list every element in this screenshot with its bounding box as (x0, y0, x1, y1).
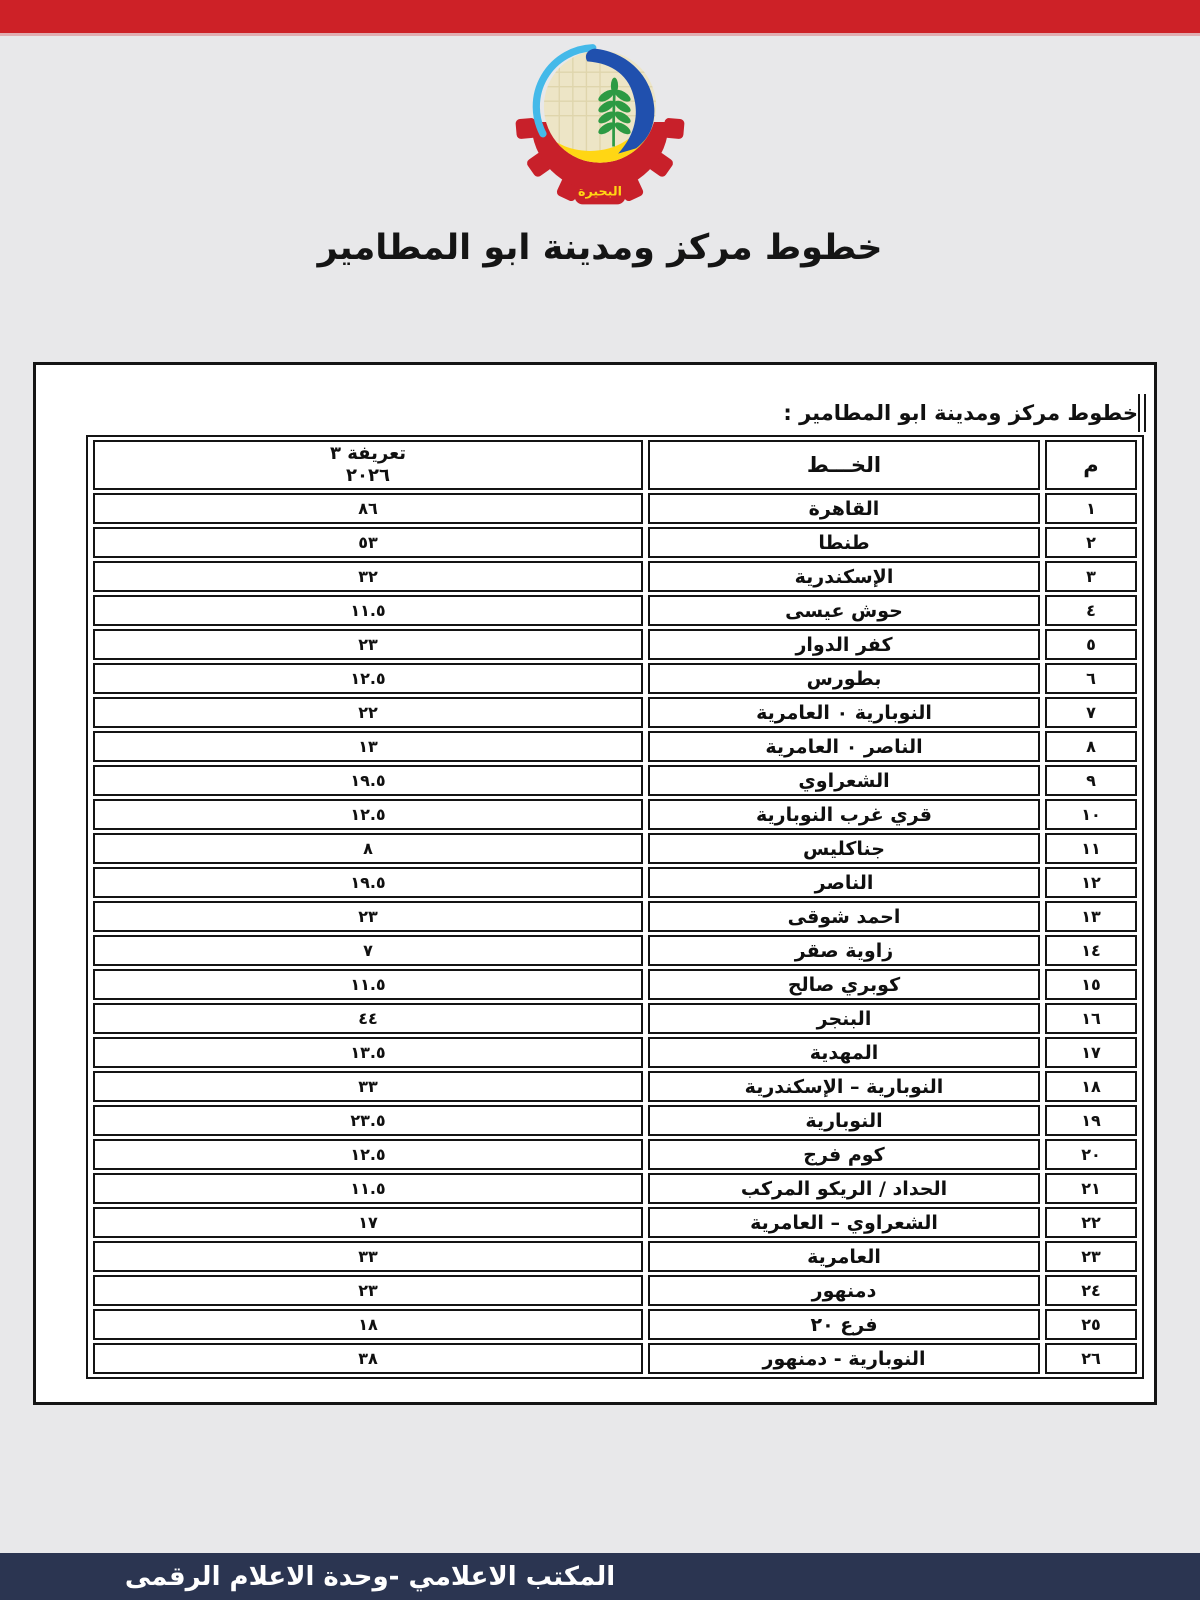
line-name-cell: الناصر (648, 867, 1040, 898)
fare-value-cell: ١٨ (93, 1309, 643, 1340)
fare-value-cell: ٣٢ (93, 561, 643, 592)
fare-value-cell: ١٩.٥ (93, 765, 643, 796)
fare-value-cell: ١٢.٥ (93, 1139, 643, 1170)
line-name-cell: القاهرة (648, 493, 1040, 524)
row-number-cell: ٧ (1045, 697, 1137, 728)
table-row (93, 1071, 1137, 1102)
fare-value-cell: ٢٣ (93, 901, 643, 932)
scanned-document (33, 362, 1157, 1405)
row-number-cell: ٢٠ (1045, 1139, 1137, 1170)
fare-table-body (93, 493, 1137, 1374)
fare-value-cell: ٥٣ (93, 527, 643, 558)
footer-bar (0, 1553, 1200, 1600)
table-row (93, 969, 1137, 1000)
row-number-cell: ٢٢ (1045, 1207, 1137, 1238)
row-number-cell: ٢٤ (1045, 1275, 1137, 1306)
table-row (93, 629, 1137, 660)
fare-value-cell: ٢٣ (93, 629, 643, 660)
table-row (93, 663, 1137, 694)
table-row (93, 799, 1137, 830)
fare-value-cell: ٣٣ (93, 1241, 643, 1272)
beheira-governorate-logo (512, 36, 688, 208)
fare-value-cell: ٧ (93, 935, 643, 966)
table-row (93, 1343, 1137, 1374)
line-name-cell: حوش عيسى (648, 595, 1040, 626)
row-number-cell: ٨ (1045, 731, 1137, 762)
row-number-cell: ١ (1045, 493, 1137, 524)
row-number-cell: ١١ (1045, 833, 1137, 864)
table-row (93, 527, 1137, 558)
top-red-bar (0, 0, 1200, 36)
line-name-cell: بطورس (648, 663, 1040, 694)
table-row (93, 1139, 1137, 1170)
line-name-cell: كوبري صالح (648, 969, 1040, 1000)
line-name-cell: العامرية (648, 1241, 1040, 1272)
table-row (93, 1241, 1137, 1272)
table-row (93, 561, 1137, 592)
header-line-cell: الخـــط (648, 440, 1040, 490)
table-row (93, 833, 1137, 864)
fare-value-cell: ٨ (93, 833, 643, 864)
table-caption-row (780, 394, 1149, 432)
table-caption: خطوط مركز ومدينة ابو المطامير : (783, 401, 1138, 425)
table-row (93, 867, 1137, 898)
header-fare-cell (93, 440, 643, 490)
row-number-cell: ٢٥ (1045, 1309, 1137, 1340)
line-name-cell: البنجر (648, 1003, 1040, 1034)
table-header-row (93, 440, 1137, 490)
line-name-cell: دمنهور (648, 1275, 1040, 1306)
fare-value-cell: ١٢.٥ (93, 663, 643, 694)
row-number-cell: ٣ (1045, 561, 1137, 592)
row-number-cell: ٤ (1045, 595, 1137, 626)
line-name-cell: الناصر ٠ العامرية (648, 731, 1040, 762)
row-number-cell: ٥ (1045, 629, 1137, 660)
table-row (93, 901, 1137, 932)
fare-header-line2: ٢٠٢٦ (346, 465, 390, 486)
line-name-cell: كوم فرج (648, 1139, 1040, 1170)
fare-value-cell: ١٣ (93, 731, 643, 762)
row-number-cell: ٢٦ (1045, 1343, 1137, 1374)
line-name-cell: احمد شوقى (648, 901, 1040, 932)
fare-value-cell: ٨٦ (93, 493, 643, 524)
fare-value-cell: ٤٤ (93, 1003, 643, 1034)
fare-table (86, 435, 1144, 1379)
line-name-cell: زاوية صقر (648, 935, 1040, 966)
row-number-cell: ١٩ (1045, 1105, 1137, 1136)
fare-value-cell: ١٣.٥ (93, 1037, 643, 1068)
line-name-cell: الشعراوي (648, 765, 1040, 796)
line-name-cell: طنطا (648, 527, 1040, 558)
row-number-cell: ١٠ (1045, 799, 1137, 830)
fare-value-cell: ١١.٥ (93, 1173, 643, 1204)
fare-value-cell: ١١.٥ (93, 595, 643, 626)
line-name-cell: قري غرب النوبارية (648, 799, 1040, 830)
fare-value-cell: ١٩.٥ (93, 867, 643, 898)
fare-header-line1: تعريفة ٣ (329, 443, 406, 465)
fare-value-cell: ٣٣ (93, 1071, 643, 1102)
fare-value-cell: ١٢.٥ (93, 799, 643, 830)
table-row (93, 1003, 1137, 1034)
table-row (93, 1309, 1137, 1340)
line-name-cell: فرع ٢٠ (648, 1309, 1040, 1340)
line-name-cell: النوبارية - دمنهور (648, 1343, 1040, 1374)
table-row (93, 595, 1137, 626)
row-number-cell: ٢١ (1045, 1173, 1137, 1204)
row-number-cell: ٦ (1045, 663, 1137, 694)
row-number-cell: ١٧ (1045, 1037, 1137, 1068)
line-name-cell: كفر الدوار (648, 629, 1040, 660)
table-row (93, 765, 1137, 796)
logo-container (512, 36, 688, 208)
line-name-cell: الحداد / الريكو المركب (648, 1173, 1040, 1204)
table-row (93, 1173, 1137, 1204)
row-number-cell: ١٦ (1045, 1003, 1137, 1034)
fare-value-cell: ١١.٥ (93, 969, 643, 1000)
page-title: خطوط مركز ومدينة ابو المطامير (317, 228, 883, 268)
fare-value-cell: ٢٢ (93, 697, 643, 728)
row-number-cell: ١٨ (1045, 1071, 1137, 1102)
fare-value-cell: ٢٣ (93, 1275, 643, 1306)
footer-credit: المكتب الاعلامي -وحدة الاعلام الرقمى (124, 1561, 616, 1592)
line-name-cell: الشعراوي – العامرية (648, 1207, 1040, 1238)
table-row (93, 1037, 1137, 1068)
header-number-cell: م (1045, 440, 1137, 490)
line-name-cell: النوبارية (648, 1105, 1040, 1136)
table-row (93, 935, 1137, 966)
line-name-cell: الإسكندرية (648, 561, 1040, 592)
line-name-cell: النوبارية – الإسكندرية (648, 1071, 1040, 1102)
table-row (93, 1207, 1137, 1238)
table-row (93, 731, 1137, 762)
table-row (93, 1275, 1137, 1306)
row-number-cell: ١٣ (1045, 901, 1137, 932)
table-row (93, 493, 1137, 524)
caption-double-rule (1138, 394, 1146, 432)
row-number-cell: ١٤ (1045, 935, 1137, 966)
fare-value-cell: ٣٨ (93, 1343, 643, 1374)
row-number-cell: ١٢ (1045, 867, 1137, 898)
table-row (93, 1105, 1137, 1136)
row-number-cell: ٩ (1045, 765, 1137, 796)
line-name-cell: جناكليس (648, 833, 1040, 864)
table-row (93, 697, 1137, 728)
line-name-cell: المهدية (648, 1037, 1040, 1068)
fare-value-cell: ٢٣.٥ (93, 1105, 643, 1136)
row-number-cell: ٢ (1045, 527, 1137, 558)
row-number-cell: ٢٣ (1045, 1241, 1137, 1272)
row-number-cell: ١٥ (1045, 969, 1137, 1000)
line-name-cell: النوبارية ٠ العامرية (648, 697, 1040, 728)
logo-label: البحيرة (578, 183, 622, 199)
fare-value-cell: ١٧ (93, 1207, 643, 1238)
